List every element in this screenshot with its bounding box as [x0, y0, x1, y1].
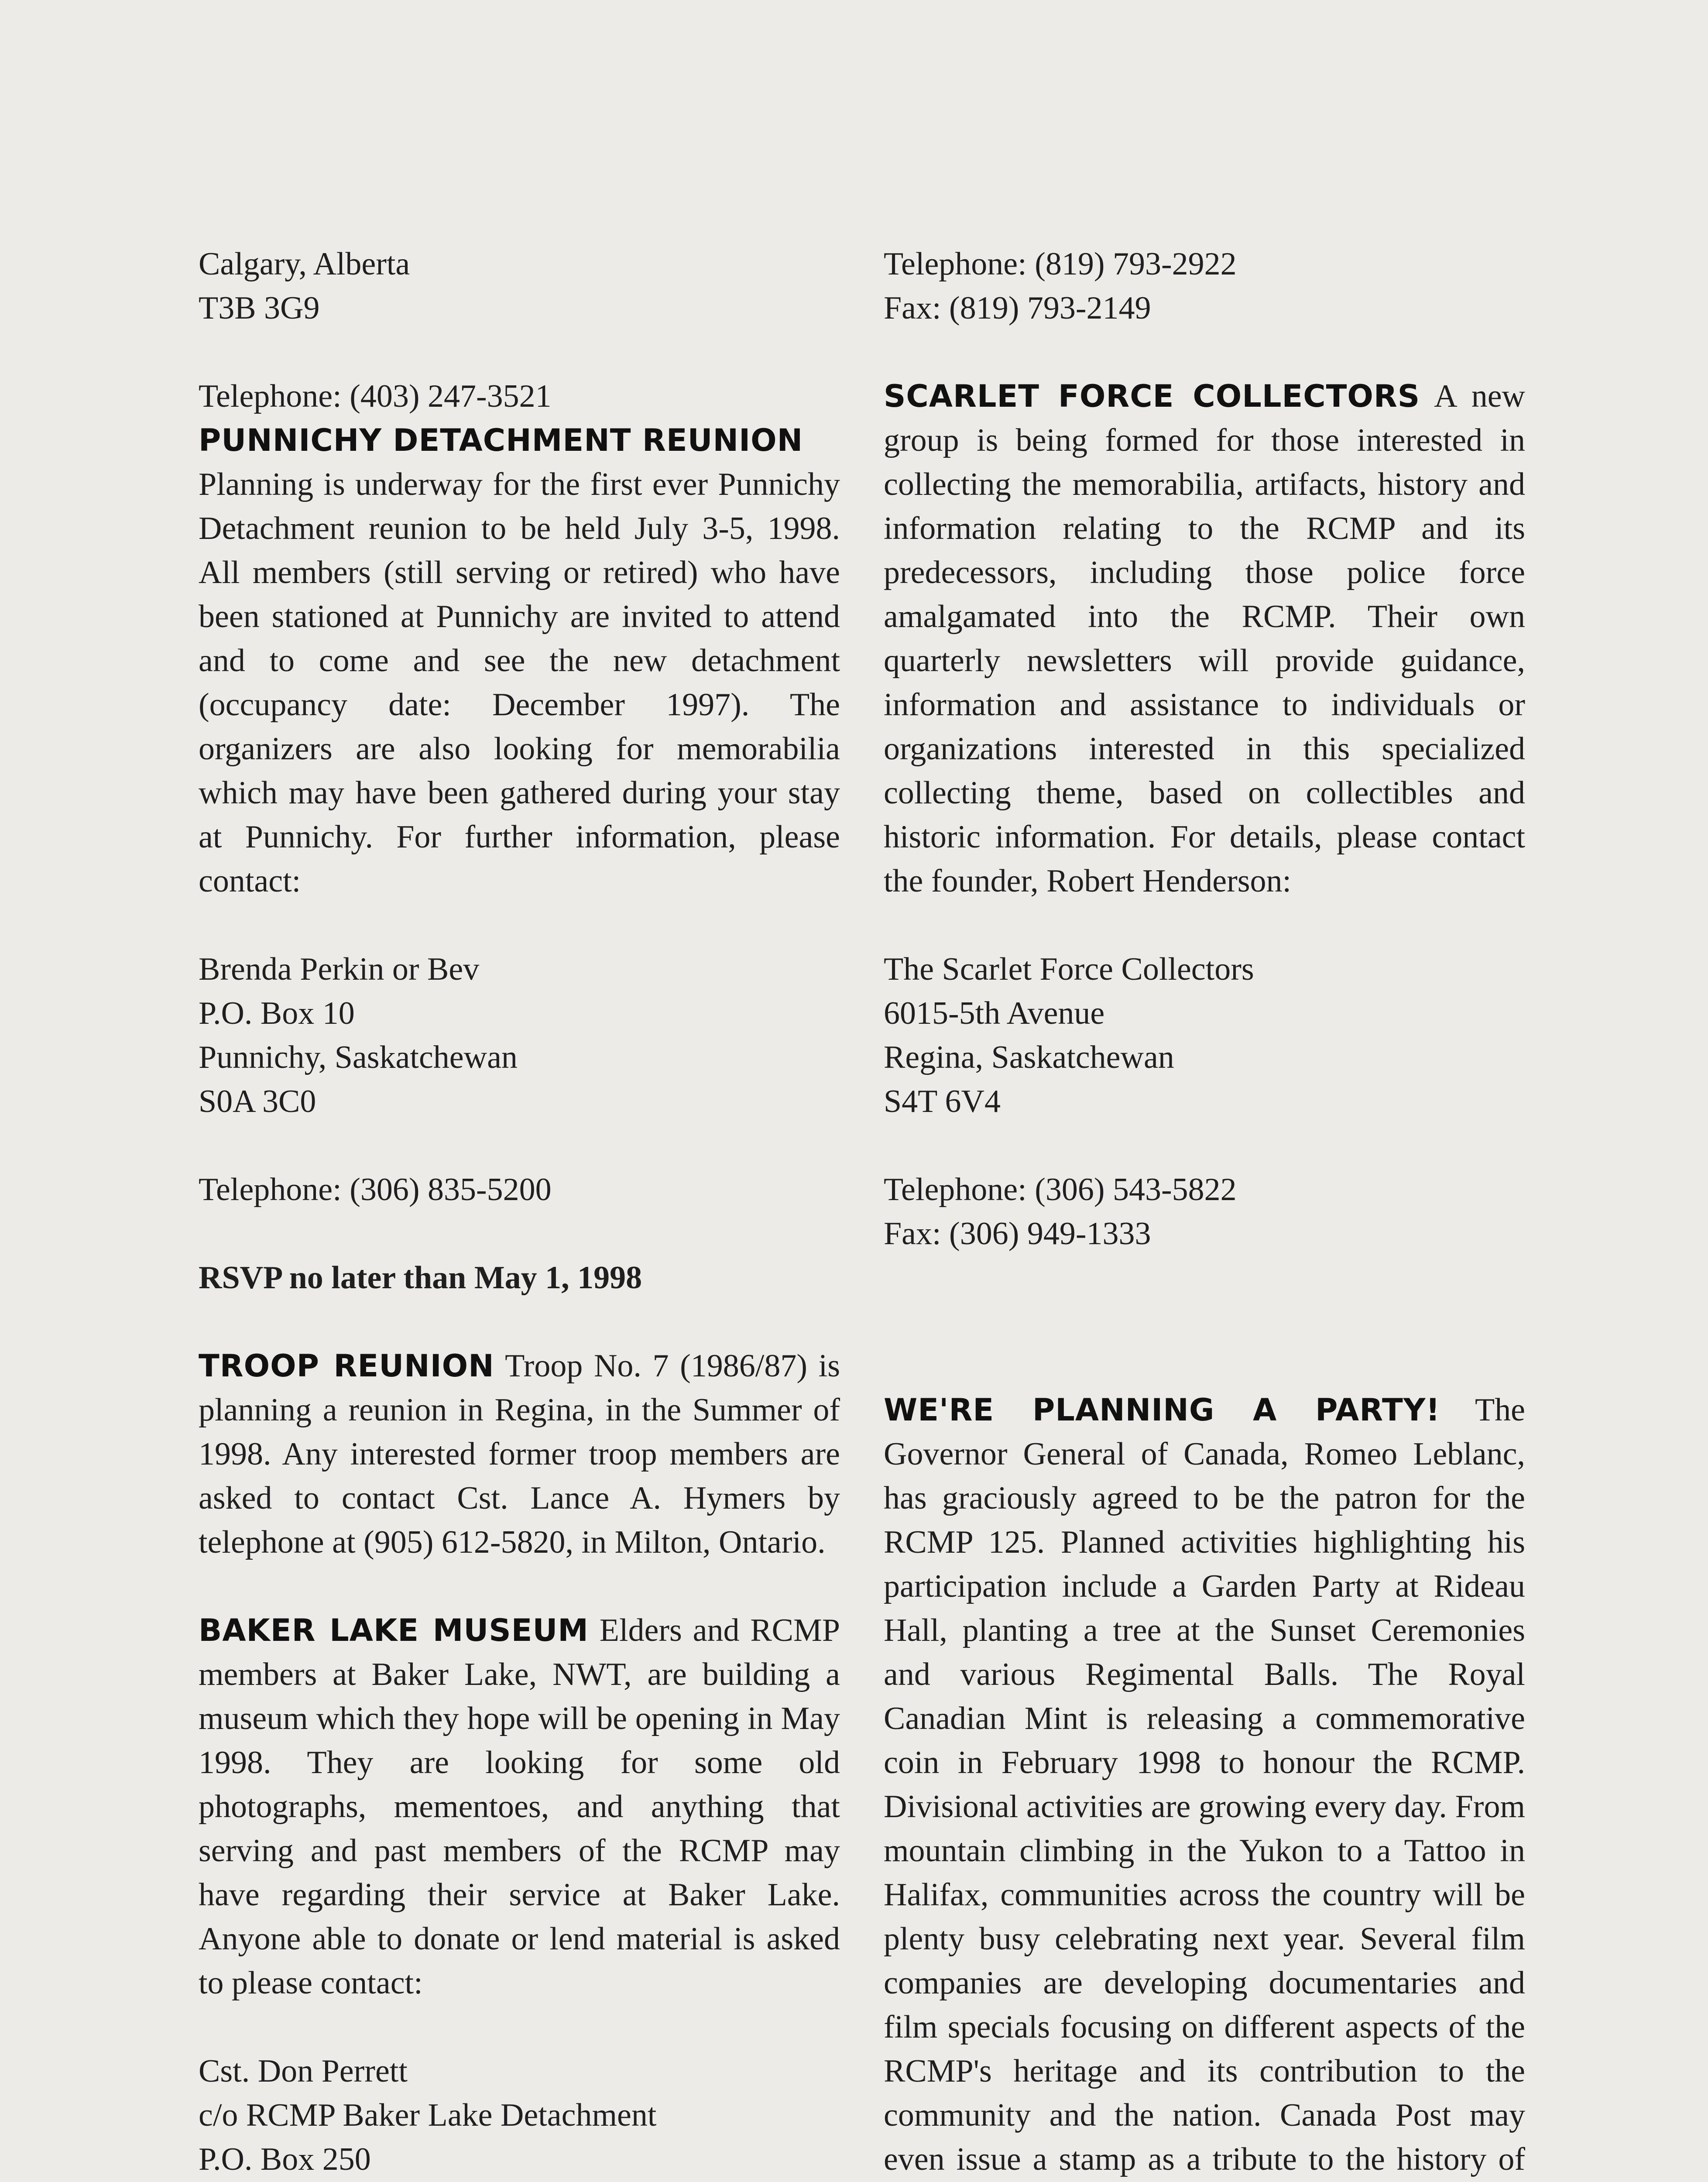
- troop-paragraph: [199, 1344, 840, 1564]
- fax-line: Fax: (819) 793-2149: [884, 290, 1151, 326]
- right-column: [884, 242, 1525, 2182]
- party-paragraph: [884, 1388, 1525, 2182]
- scarlet-heading: SCARLET FORCE COLLECTORS: [884, 378, 1420, 414]
- address-line: Brenda Perkin or Bev: [199, 951, 480, 987]
- address-line: P.O. Box 10: [199, 995, 355, 1031]
- scarlet-paragraph: [884, 374, 1525, 903]
- address-line: Cst. Don Perrett: [199, 2053, 408, 2089]
- party-body: The Governor General of Canada, Romeo Leblanc, has graciously agreed to be the patron for the RCMP 125. Planned activities highlighting his participation include a Garden Party at Rideau Hall, planting a tree at the Sunset Ceremonies and various Regimental Balls. The Royal Canadian Mint is releasing a commemorative coin in February 1998 to honour the RCMP. Divisional activities are growing every day. From mountain climbing in the Yukon to a Tattoo in Halifax, communities across the country will be plenty busy celebrating next year. Several film companies are developing documentaries and film specials focusing on different aspects of the RCMP's heritage and its contribution to the community and the nation. Canada Post may even issue a stamp as a tribute to the history of: [884, 1392, 1525, 2177]
- troop-heading: TROOP REUNION: [199, 1348, 494, 1384]
- address-line: S0A 3C0: [199, 1084, 316, 1119]
- rsvp-notice: RSVP no later than May 1, 1998: [199, 1260, 642, 1296]
- baker-heading: BAKER LAKE MUSEUM: [199, 1612, 589, 1648]
- address-line: S4T 6V4: [884, 1084, 1001, 1119]
- address-line: Punnichy, Saskatchewan: [199, 1040, 518, 1075]
- address-line: c/o RCMP Baker Lake Detachment: [199, 2097, 657, 2133]
- party-heading: WE'RE PLANNING A PARTY!: [884, 1392, 1440, 1428]
- punnichy-body: Planning is underway for the first ever Punnichy Detachment reunion to be held July 3-5, 1998. All members (still serving or retired) who have been stationed at Punnichy are invited to attend and to come and see the new detachment (occupancy date: December 1997). The organizers are also looking for memorabilia which may have been gathered during your stay at Punnichy. For further information, please contact:: [199, 467, 840, 899]
- telephone-line: Telephone: (306) 835-5200: [199, 1172, 552, 1208]
- address-line: P.O. Box 250: [199, 2141, 371, 2177]
- baker-body: Elders and RCMP members at Baker Lake, NWT, are building a museum which they hope will be opening in May 1998. They are looking for some old photographs, mementoes, and anything that serving and past members of the RCMP may have regarding their service at Baker Lake. Anyone able to donate or lend material is asked to please contact:: [199, 1612, 840, 2001]
- address-line: Calgary, Alberta: [199, 246, 410, 282]
- address-line: 6015-5th Avenue: [884, 995, 1105, 1031]
- telephone-line: Telephone: (306) 543-5822: [884, 1172, 1237, 1208]
- address-line: T3B 3G9: [199, 290, 320, 326]
- fax-line: Fax: (306) 949-1333: [884, 1216, 1151, 1252]
- baker-paragraph: [199, 1609, 840, 2005]
- address-line: The Scarlet Force Collectors: [884, 951, 1254, 987]
- address-line: Regina, Saskatchewan: [884, 1040, 1174, 1075]
- troop-body: Troop No. 7 (1986/87) is planning a reunion in Regina, in the Summer of 1998. Any interested former troop members are asked to contact Cst. Lance A. Hymers by telephone at (905) 612-5820, in Milton, Ontario.: [199, 1348, 840, 1560]
- left-column: [199, 242, 840, 2182]
- telephone-line: Telephone: (819) 793-2922: [884, 246, 1237, 282]
- telephone-line: Telephone: (403) 247-3521: [199, 378, 552, 414]
- scarlet-body: A new group is being formed for those interested in collecting the memorabilia, artifacts, history and information relating to the RCMP and its predecessors, including those police force amalgamated into the RCMP. Their own quarterly newsletters will provide guidance, information and assistance to individuals or organizations interested in this specialized collecting theme, based on collectibles and historic information. For details, please contact the founder, Robert Henderson:: [884, 378, 1525, 899]
- punnichy-heading: PUNNICHY DETACHMENT REUNION: [199, 422, 803, 458]
